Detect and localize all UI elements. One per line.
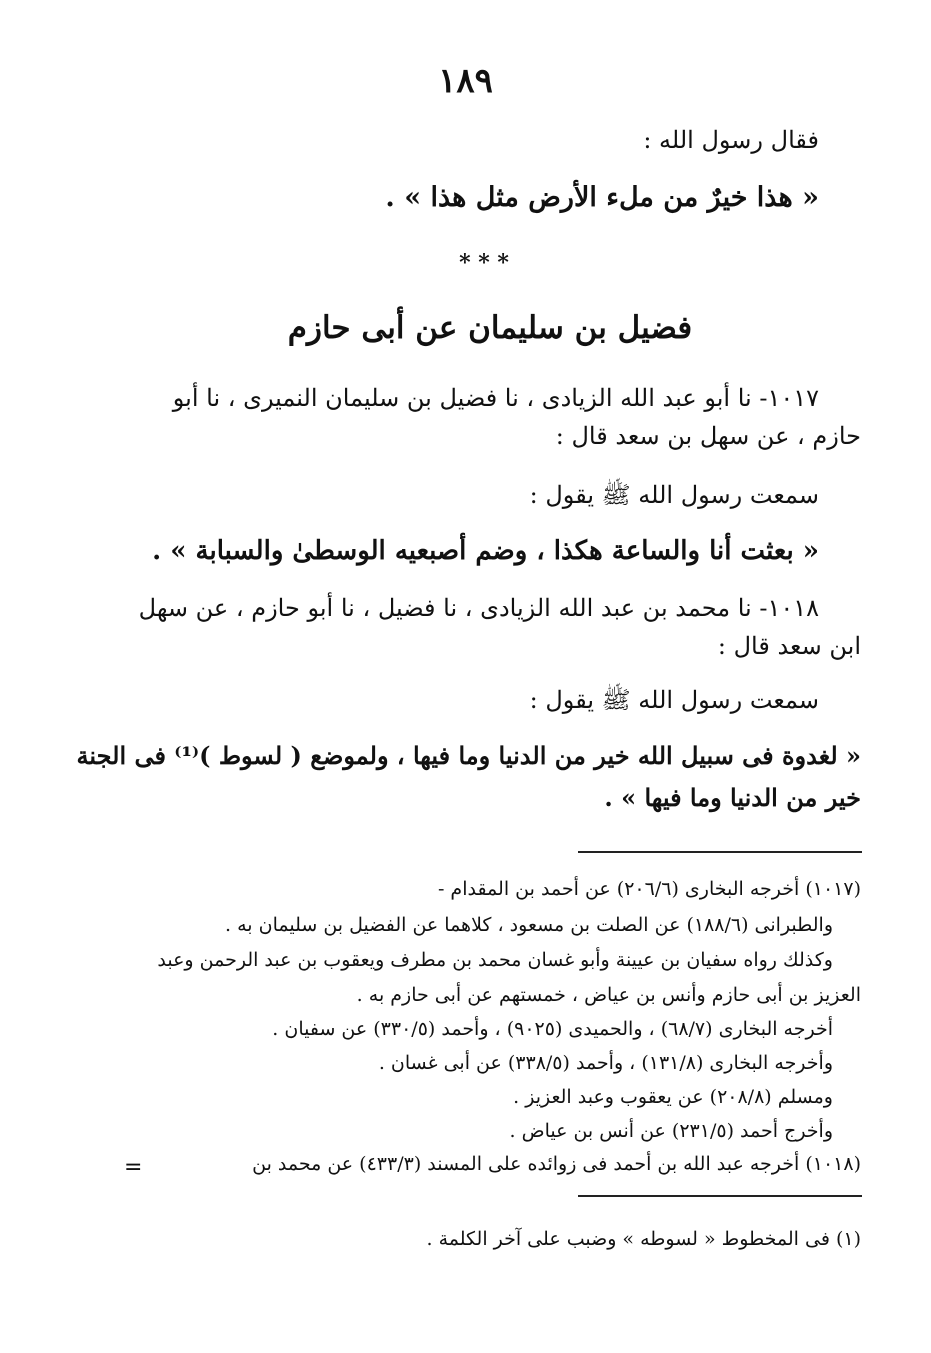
hadith-1018-intro: سمعت رسول الله ﷺ يقول : <box>529 686 819 714</box>
hadith-1017-chain: ١٠١٧- نا أبو عبد الله الزيادى ، نا فضيل بن سليمان النميرى ، نا أبو <box>172 384 819 412</box>
footnote-line: ومسلم (٢٠٨/٨) عن يعقوب وعبد العزيز . <box>513 1086 833 1108</box>
footnote-line: وأخرج أحمد (٢٣١/٥) عن أنس بن عياض . <box>509 1120 833 1142</box>
footnote-divider <box>578 851 862 853</box>
hadith-1018-chain: ١٠١٨- نا محمد بن عبد الله الزيادى ، نا فضيل ، نا أبو حازم ، عن سهل <box>138 594 819 622</box>
section-separator: * * * <box>459 250 509 276</box>
footnote-line: (١٠١٧) أخرجه البخارى (٢٠٦/٦) عن أحمد بن المقدام - <box>437 878 861 900</box>
footnote-line: أخرجه البخارى (٦٨/٧) ، والحميدى (٩٠٢٥) ، وأحمد (٣٣٠/٥) عن سفيان . <box>272 1018 833 1040</box>
footnote-line: العزيز بن أبى حازم وأنس بن عياض ، خمستهم عن أبى حازم به . <box>356 984 861 1006</box>
hadith-1017-text: « بعثت أنا والساعة هكذا ، وضم أصبعيه الوسطىٰ والسبابة » . <box>152 536 819 566</box>
page-number: ١٨٩ <box>438 61 493 101</box>
hadith-1017-intro: سمعت رسول الله ﷺ يقول : <box>529 481 819 509</box>
continuation-mark: = <box>124 1155 143 1180</box>
hadith-1018-text: خير من الدنيا وما فيها » . <box>604 783 861 812</box>
hadith-1018-text: « لغدوة فى سبيل الله خير من الدنيا وما فيها ، ولموضع ( لسوط )⁽¹⁾ فى الجنة <box>76 741 861 770</box>
body-line: فقال رسول الله : <box>643 126 819 154</box>
hadith-text: « هذا خيرٌ من ملء الأرض مثل هذا » . <box>385 182 819 213</box>
section-heading: فضيل بن سليمان عن أبى حازم <box>287 310 693 346</box>
footnote-divider <box>578 1195 862 1197</box>
footnote-line: (١٠١٨) أخرجه عبد الله بن أحمد فى زوائده على المسند (٤٣٣/٣) عن محمد بن <box>252 1153 861 1175</box>
hadith-1018-chain: ابن سعد قال : <box>717 632 861 660</box>
footnote-line: والطبرانى (١٨٨/٦) عن الصلت بن مسعود ، كلاهما عن الفضيل بن سليمان به . <box>225 914 833 936</box>
footnote-line: وكذلك رواه سفيان بن عيينة وأبو غسان محمد بن مطرف ويعقوب بن عبد الرحمن وعبد <box>157 949 833 971</box>
hadith-1017-chain: حازم ، عن سهل بن سعد قال : <box>555 422 861 450</box>
manuscript-note: (١) فى المخطوط « لسوطه » وضبب على آخر الكلمة . <box>426 1228 861 1250</box>
footnote-line: وأخرجه البخارى (١٣١/٨) ، وأحمد (٣٣٨/٥) عن أبى غسان . <box>378 1052 833 1074</box>
